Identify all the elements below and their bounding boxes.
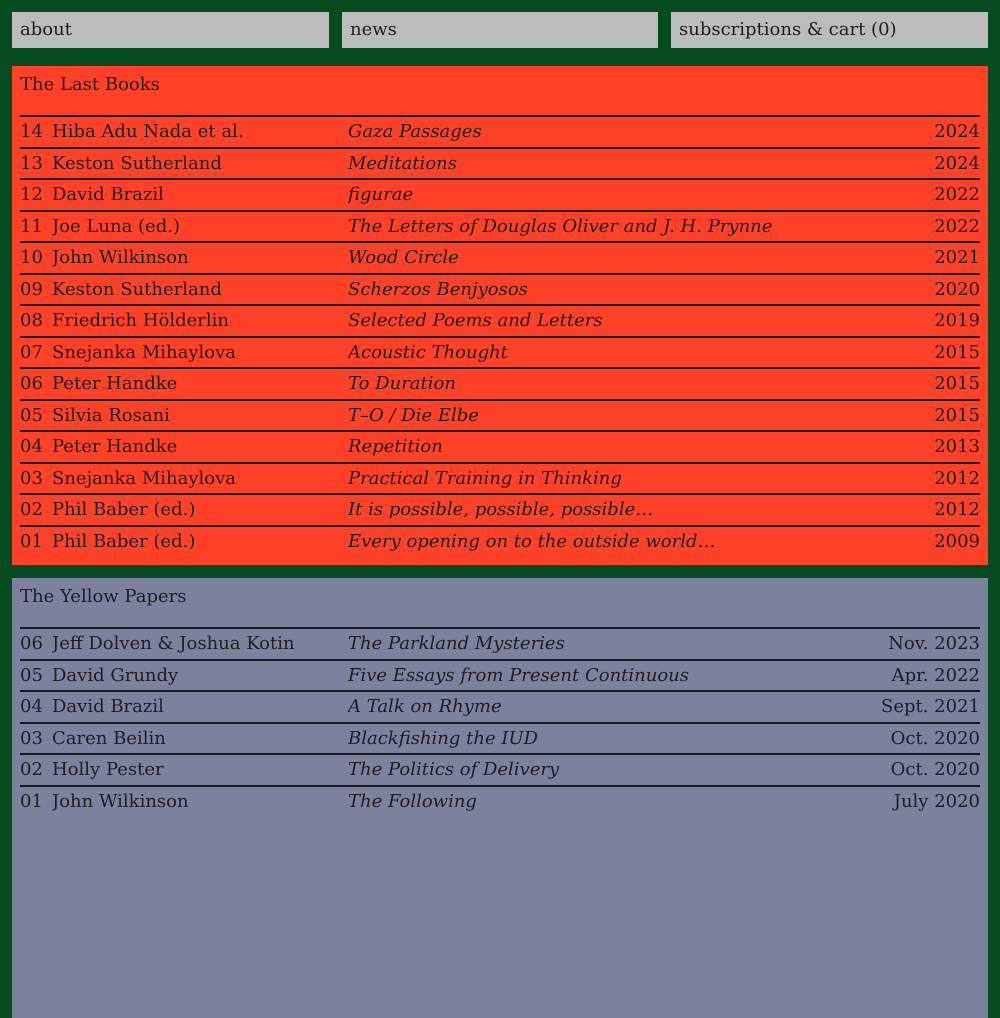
list-item[interactable] <box>20 149 980 181</box>
nav-subscriptions-cart-button[interactable]: subscriptions & cart (0) <box>671 12 988 48</box>
item-author: Joe Luna (ed.) <box>52 215 180 237</box>
item-number: 03 <box>20 467 43 489</box>
last-books-section <box>12 66 988 565</box>
item-date: 2009 <box>934 530 980 552</box>
item-author: Phil Baber (ed.) <box>52 530 196 552</box>
yellow-papers-heading: The Yellow Papers <box>20 586 187 607</box>
last-books-heading: The Last Books <box>20 74 160 95</box>
item-number: 03 <box>20 727 43 749</box>
yellow-papers-section <box>12 578 988 1018</box>
item-date: Oct. 2020 <box>890 759 980 781</box>
item-date: 2012 <box>934 499 980 521</box>
list-item[interactable] <box>20 338 980 370</box>
item-number: 05 <box>20 404 43 426</box>
item-title: Every opening on to the outside world… <box>348 530 716 552</box>
item-author: Phil Baber (ed.) <box>52 499 196 521</box>
item-author: Peter Handke <box>52 436 178 458</box>
item-author: Silvia Rosani <box>52 404 170 426</box>
item-date: Oct. 2020 <box>890 727 980 749</box>
item-title: Repetition <box>348 436 443 458</box>
item-number: 06 <box>20 373 43 395</box>
item-number: 04 <box>20 436 43 458</box>
last-books-list <box>20 115 980 556</box>
item-number: 13 <box>20 152 43 174</box>
item-title: It is possible, possible, possible… <box>348 499 654 521</box>
item-date: 2013 <box>934 436 980 458</box>
item-number: 09 <box>20 278 43 300</box>
item-author: Caren Beilin <box>52 727 166 749</box>
item-title: Practical Training in Thinking <box>348 467 622 489</box>
item-title: Five Essays from Present Continuous <box>348 664 690 686</box>
list-item[interactable] <box>20 724 980 756</box>
item-date: Nov. 2023 <box>888 633 980 655</box>
item-author: David Brazil <box>52 184 164 206</box>
item-author: Snejanka Mihaylova <box>52 341 237 363</box>
item-title: Meditations <box>348 152 457 174</box>
item-title: Selected Poems and Letters <box>348 310 603 332</box>
item-author: Peter Handke <box>52 373 178 395</box>
item-number: 04 <box>20 696 43 718</box>
item-date: 2015 <box>934 404 980 426</box>
item-author: Keston Sutherland <box>52 278 222 300</box>
item-author: Holly Pester <box>52 759 164 781</box>
item-title: The Letters of Douglas Oliver and J. H. Prynne <box>348 215 773 237</box>
item-number: 02 <box>20 759 43 781</box>
item-number: 08 <box>20 310 43 332</box>
item-title: Acoustic Thought <box>348 341 508 363</box>
list-item[interactable] <box>20 495 980 527</box>
item-number: 02 <box>20 499 43 521</box>
item-author: John Wilkinson <box>52 790 189 812</box>
item-title: T–O / Die Elbe <box>348 404 479 426</box>
item-date: Apr. 2022 <box>891 664 980 686</box>
list-item[interactable] <box>20 464 980 496</box>
list-item[interactable] <box>20 401 980 433</box>
item-title: A Talk on Rhyme <box>348 696 502 718</box>
item-title: Blackfishing the IUD <box>348 727 539 749</box>
item-number: 14 <box>20 121 43 143</box>
item-author: Hiba Adu Nada et al. <box>52 121 244 143</box>
list-item[interactable] <box>20 275 980 307</box>
list-item[interactable] <box>20 661 980 693</box>
item-number: 12 <box>20 184 43 206</box>
list-item[interactable] <box>20 180 980 212</box>
list-item[interactable] <box>20 629 980 661</box>
item-author: John Wilkinson <box>52 247 189 269</box>
item-date: July 2020 <box>893 790 980 812</box>
item-number: 05 <box>20 664 43 686</box>
item-title: The Parkland Mysteries <box>348 633 565 655</box>
item-author: Friedrich Hölderlin <box>52 310 229 332</box>
item-date: 2015 <box>934 373 980 395</box>
item-number: 01 <box>20 530 43 552</box>
item-title: Gaza Passages <box>348 121 482 143</box>
item-date: 2021 <box>934 247 980 269</box>
item-number: 11 <box>20 215 43 237</box>
item-date: 2020 <box>934 278 980 300</box>
item-title: To Duration <box>348 373 456 395</box>
list-item[interactable] <box>20 369 980 401</box>
list-item[interactable] <box>20 243 980 275</box>
list-item[interactable] <box>20 306 980 338</box>
item-author: Keston Sutherland <box>52 152 222 174</box>
item-date: 2019 <box>934 310 980 332</box>
item-date: 2022 <box>934 215 980 237</box>
item-author: David Grundy <box>52 664 179 686</box>
item-number: 07 <box>20 341 43 363</box>
list-item[interactable] <box>20 212 980 244</box>
item-title: Wood Circle <box>348 247 459 269</box>
list-item[interactable] <box>20 692 980 724</box>
item-title: figurae <box>348 184 414 206</box>
item-author: Jeff Dolven & Joshua Kotin <box>52 633 295 655</box>
item-date: 2022 <box>934 184 980 206</box>
item-date: Sept. 2021 <box>881 696 980 718</box>
nav-news-button[interactable]: news <box>342 12 658 48</box>
item-date: 2024 <box>934 152 980 174</box>
list-item[interactable] <box>20 527 980 557</box>
item-author: Snejanka Mihaylova <box>52 467 237 489</box>
list-item[interactable] <box>20 432 980 464</box>
item-number: 01 <box>20 790 43 812</box>
item-author: David Brazil <box>52 696 164 718</box>
list-item[interactable] <box>20 755 980 787</box>
item-date: 2015 <box>934 341 980 363</box>
item-number: 10 <box>20 247 43 269</box>
item-number: 06 <box>20 633 43 655</box>
item-title: The Following <box>348 790 477 812</box>
item-title: Scherzos Benjyosos <box>348 278 528 300</box>
list-item[interactable] <box>20 787 980 817</box>
item-title: The Politics of Delivery <box>348 759 560 781</box>
list-item[interactable] <box>20 117 980 149</box>
item-date: 2024 <box>934 121 980 143</box>
nav-about-button[interactable]: about <box>12 12 329 48</box>
item-date: 2012 <box>934 467 980 489</box>
yellow-papers-list <box>20 627 980 816</box>
